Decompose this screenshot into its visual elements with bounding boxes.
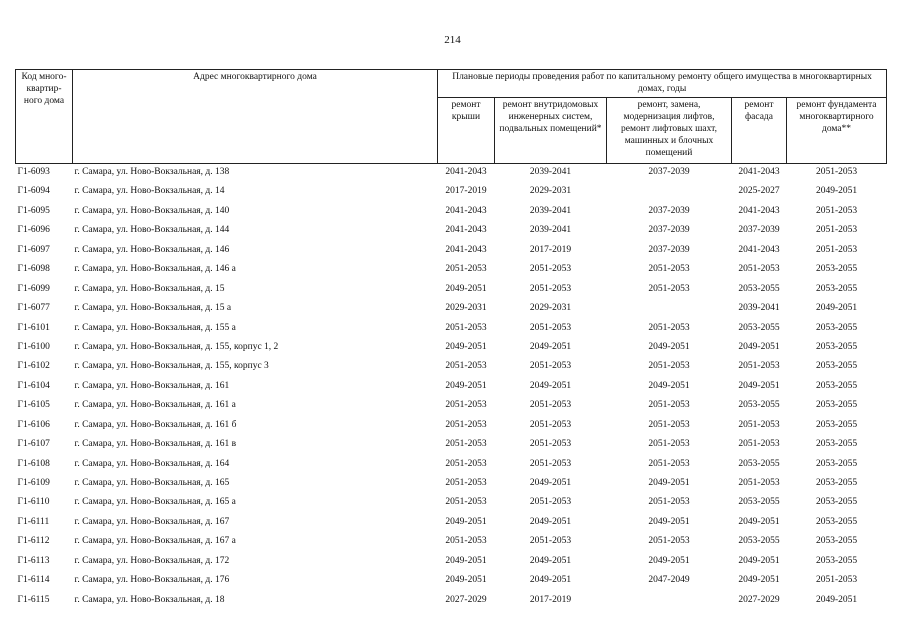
cell-roof: 2049-2051	[445, 516, 487, 527]
cell-facade: 2049-2051	[738, 555, 780, 566]
table-row	[16, 222, 887, 241]
cell-engineering: 2051-2053	[529, 400, 572, 411]
table-row	[16, 572, 887, 591]
cell-engineering: 2029-2031	[529, 186, 572, 197]
cell-facade: 2037-2039	[738, 225, 780, 236]
cell-foundation: 2053-2055	[815, 497, 858, 508]
cell-address: г. Самара, ул. Ново-Вокзальная, д. 155, корпус 1, 2	[74, 341, 279, 352]
cell-elevators: 2049-2051	[648, 478, 690, 488]
cell-elevators: 2049-2051	[648, 380, 690, 391]
cell-foundation: 2049-2051	[815, 594, 858, 605]
cell-foundation: 2053-2055	[815, 341, 858, 352]
cell-code: Г1-6100	[17, 341, 50, 352]
cell-facade: 2051-2053	[738, 264, 780, 275]
cell-code: Г1-6109	[17, 478, 50, 488]
cell-address: г. Самара, ул. Ново-Вокзальная, д. 164	[74, 458, 230, 469]
cell-elevators: 2051-2053	[648, 458, 690, 469]
cell-engineering: 2049-2051	[529, 341, 572, 352]
table-row	[16, 320, 887, 339]
cell-engineering: 2051-2053	[529, 283, 572, 294]
cell-facade: 2049-2051	[738, 380, 780, 391]
cell-facade: 2053-2055	[738, 322, 780, 333]
cell-code: Г1-6111	[17, 516, 50, 527]
cell-foundation: 2053-2055	[815, 458, 858, 469]
cell-code: Г1-6099	[17, 283, 50, 294]
cell-roof: 2051-2053	[445, 458, 487, 469]
cell-elevators: 2051-2053	[648, 400, 690, 411]
cell-roof: 2041-2043	[445, 225, 487, 236]
table-row	[16, 397, 887, 416]
cell-foundation: 2053-2055	[815, 439, 858, 450]
cell-facade: 2053-2055	[738, 497, 780, 508]
cell-code: Г1-6108	[17, 458, 50, 469]
table-row	[16, 203, 887, 222]
cell-code: Г1-6093	[17, 167, 50, 177]
cell-engineering: 2039-2041	[529, 225, 572, 236]
page-number: 214	[444, 34, 461, 46]
cell-engineering: 2051-2053	[529, 439, 572, 450]
cell-foundation: 2053-2055	[815, 380, 858, 391]
cell-engineering: 2051-2053	[529, 361, 572, 372]
cell-address: г. Самара, ул. Ново-Вокзальная, д. 161 в	[74, 439, 237, 450]
cell-code: Г1-6105	[17, 400, 50, 411]
cell-address: г. Самара, ул. Ново-Вокзальная, д. 167 а	[74, 536, 236, 547]
cell-roof: 2017-2019	[445, 186, 487, 197]
cell-facade: 2051-2053	[738, 361, 780, 372]
cell-elevators	[607, 183, 732, 202]
cell-code: Г1-6101	[17, 322, 50, 333]
cell-engineering: 2029-2031	[529, 303, 572, 314]
cell-code: Г1-6077	[17, 303, 50, 314]
cell-roof: 2051-2053	[445, 361, 487, 372]
cell-elevators: 2047-2049	[648, 575, 690, 586]
cell-roof: 2051-2053	[445, 264, 487, 275]
cell-engineering: 2039-2041	[529, 205, 572, 216]
header-facade: ремонт фасада	[732, 98, 787, 164]
cell-roof: 2027-2029	[445, 594, 487, 605]
cell-roof: 2051-2053	[445, 439, 487, 450]
table-row	[16, 281, 887, 300]
cell-elevators: 2051-2053	[648, 536, 690, 547]
header-code: Код много-квартир-ного дома	[16, 70, 73, 164]
cell-facade: 2041-2043	[738, 167, 780, 177]
cell-elevators: 2051-2053	[648, 439, 690, 450]
table-row	[16, 456, 887, 475]
cell-engineering: 2049-2051	[529, 575, 572, 586]
cell-roof: 2049-2051	[445, 341, 487, 352]
cell-elevators: 2037-2039	[648, 167, 690, 177]
cell-elevators: 2051-2053	[648, 497, 690, 508]
table-row	[16, 514, 887, 533]
cell-code: Г1-6110	[17, 497, 50, 508]
cell-facade: 2049-2051	[738, 575, 780, 586]
cell-address: г. Самара, ул. Ново-Вокзальная, д. 161 б	[74, 419, 237, 430]
cell-address: г. Самара, ул. Ново-Вокзальная, д. 138	[74, 167, 230, 177]
table-row	[16, 164, 887, 184]
cell-foundation: 2053-2055	[815, 322, 858, 333]
cell-elevators: 2037-2039	[648, 205, 690, 216]
table-row	[16, 553, 887, 572]
cell-address: г. Самара, ул. Ново-Вокзальная, д. 15	[74, 283, 225, 294]
cell-foundation: 2053-2055	[815, 264, 858, 275]
table-row	[16, 494, 887, 513]
cell-foundation: 2049-2051	[815, 303, 858, 314]
cell-elevators: 2049-2051	[648, 516, 690, 527]
cell-facade: 2053-2055	[738, 536, 780, 547]
cell-facade: 2051-2053	[738, 439, 780, 450]
cell-address: г. Самара, ул. Ново-Вокзальная, д. 155, корпус 3	[74, 361, 269, 372]
cell-elevators	[607, 592, 732, 611]
cell-roof: 2041-2043	[445, 205, 487, 216]
cell-engineering: 2049-2051	[529, 380, 572, 391]
cell-address: г. Самара, ул. Ново-Вокзальная, д. 165	[74, 478, 230, 488]
cell-facade: 2053-2055	[738, 283, 780, 294]
header-address: Адрес многоквартирного дома	[73, 70, 438, 164]
cell-engineering: 2051-2053	[529, 536, 572, 547]
table-row	[16, 261, 887, 280]
cell-code: Г1-6114	[17, 575, 50, 586]
cell-elevators: 2051-2053	[648, 322, 690, 333]
table-row	[16, 436, 887, 455]
cell-facade: 2039-2041	[738, 303, 780, 314]
cell-engineering: 2039-2041	[529, 167, 572, 177]
cell-code: Г1-6102	[17, 361, 50, 372]
cell-foundation: 2053-2055	[815, 400, 858, 411]
cell-engineering: 2049-2051	[529, 478, 572, 488]
cell-engineering: 2049-2051	[529, 555, 572, 566]
table-row	[16, 592, 887, 611]
cell-address: г. Самара, ул. Ново-Вокзальная, д. 140	[74, 205, 230, 216]
table-row	[16, 358, 887, 377]
cell-elevators: 2049-2051	[648, 341, 690, 352]
header-elevators: ремонт, замена, модернизация лифтов, ремонт лифтовых шахт, машинных и блочных помещений	[607, 98, 732, 164]
cell-elevators: 2051-2053	[648, 361, 690, 372]
table-body	[16, 164, 887, 612]
table-row	[16, 378, 887, 397]
cell-elevators	[607, 300, 732, 319]
cell-roof: 2051-2053	[445, 419, 487, 430]
cell-code: Г1-6096	[17, 225, 50, 236]
cell-engineering: 2017-2019	[529, 594, 572, 605]
cell-code: Г1-6095	[17, 205, 50, 216]
cell-address: г. Самара, ул. Ново-Вокзальная, д. 144	[74, 225, 230, 236]
cell-roof: 2051-2053	[445, 400, 487, 411]
cell-roof: 2049-2051	[445, 283, 487, 294]
table-row	[16, 300, 887, 319]
cell-address: г. Самара, ул. Ново-Вокзальная, д. 161 а	[74, 400, 236, 411]
cell-address: г. Самара, ул. Ново-Вокзальная, д. 172	[74, 555, 230, 566]
cell-roof: 2049-2051	[445, 555, 487, 566]
cell-engineering: 2017-2019	[529, 244, 572, 255]
header-periods: Плановые периоды проведения работ по капитальному ремонту общего имущества в многоквартирных домах, годы	[438, 70, 887, 98]
cell-address: г. Самара, ул. Ново-Вокзальная, д. 176	[74, 575, 230, 586]
cell-address: г. Самара, ул. Ново-Вокзальная, д. 155 а	[74, 322, 236, 333]
cell-elevators: 2051-2053	[648, 264, 690, 275]
cell-facade: 2041-2043	[738, 205, 780, 216]
cell-elevators: 2051-2053	[648, 283, 690, 294]
header-engineering: ремонт внутридомовых инженерных систем, подвальных помещений*	[495, 98, 607, 164]
cell-roof: 2041-2043	[445, 167, 487, 177]
cell-address: г. Самара, ул. Ново-Вокзальная, д. 165 а	[74, 497, 236, 508]
cell-foundation: 2051-2053	[815, 225, 858, 236]
cell-engineering: 2051-2053	[529, 458, 572, 469]
cell-foundation: 2051-2053	[815, 244, 858, 255]
cell-foundation: 2053-2055	[815, 419, 858, 430]
table-row	[16, 339, 887, 358]
cell-facade: 2049-2051	[738, 341, 780, 352]
cell-roof: 2049-2051	[445, 380, 487, 391]
cell-roof: 2029-2031	[445, 303, 487, 314]
cell-facade: 2051-2053	[738, 419, 780, 430]
cell-foundation: 2053-2055	[815, 478, 858, 488]
cell-foundation: 2051-2053	[815, 205, 858, 216]
cell-foundation: 2053-2055	[815, 516, 858, 527]
cell-foundation: 2053-2055	[815, 536, 858, 547]
table-row	[16, 417, 887, 436]
cell-code: Г1-6112	[17, 536, 50, 547]
cell-engineering: 2051-2053	[529, 322, 572, 333]
capital-repair-table	[15, 69, 887, 611]
cell-code: Г1-6098	[17, 264, 50, 275]
cell-roof: 2051-2053	[445, 497, 487, 508]
cell-engineering: 2051-2053	[529, 264, 572, 275]
cell-address: г. Самара, ул. Ново-Вокзальная, д. 161	[74, 380, 230, 391]
cell-roof: 2049-2051	[445, 575, 487, 586]
cell-facade: 2053-2055	[738, 458, 780, 469]
table-row	[16, 475, 887, 494]
cell-code: Г1-6115	[17, 594, 50, 605]
cell-elevators: 2037-2039	[648, 244, 690, 255]
cell-elevators: 2037-2039	[648, 225, 690, 236]
cell-foundation: 2049-2051	[815, 186, 858, 197]
cell-address: г. Самара, ул. Ново-Вокзальная, д. 18	[74, 594, 225, 605]
cell-elevators: 2049-2051	[648, 555, 690, 566]
cell-facade: 2025-2027	[738, 186, 780, 197]
cell-engineering: 2049-2051	[529, 516, 572, 527]
cell-foundation: 2053-2055	[815, 361, 858, 372]
header-roof: ремонт крыши	[438, 98, 495, 164]
cell-engineering: 2051-2053	[529, 419, 572, 430]
cell-address: г. Самара, ул. Ново-Вокзальная, д. 146	[74, 244, 230, 255]
cell-code: Г1-6104	[17, 380, 50, 391]
cell-address: г. Самара, ул. Ново-Вокзальная, д. 15 а	[74, 303, 232, 314]
cell-roof: 2051-2053	[445, 478, 487, 488]
cell-facade: 2053-2055	[738, 400, 780, 411]
cell-address: г. Самара, ул. Ново-Вокзальная, д. 14	[74, 186, 225, 197]
cell-code: Г1-6097	[17, 244, 50, 255]
cell-facade: 2051-2053	[738, 478, 780, 488]
cell-foundation: 2053-2055	[815, 283, 858, 294]
cell-code: Г1-6113	[17, 555, 50, 566]
cell-facade: 2041-2043	[738, 244, 780, 255]
cell-roof: 2051-2053	[445, 536, 487, 547]
cell-foundation: 2051-2053	[815, 575, 858, 586]
table-row	[16, 183, 887, 202]
table-row	[16, 242, 887, 261]
cell-roof: 2041-2043	[445, 244, 487, 255]
cell-code: Г1-6106	[17, 419, 50, 430]
cell-elevators: 2051-2053	[648, 419, 690, 430]
table-row	[16, 533, 887, 552]
cell-engineering: 2051-2053	[529, 497, 572, 508]
cell-code: Г1-6094	[17, 186, 50, 197]
cell-foundation: 2051-2053	[815, 167, 858, 177]
cell-facade: 2027-2029	[738, 594, 780, 605]
header-foundation: ремонт фундамента многоквартирного дома**	[787, 98, 887, 164]
cell-address: г. Самара, ул. Ново-Вокзальная, д. 167	[74, 516, 230, 527]
cell-foundation: 2053-2055	[815, 555, 858, 566]
cell-facade: 2049-2051	[738, 516, 780, 527]
cell-code: Г1-6107	[17, 439, 50, 450]
cell-roof: 2051-2053	[445, 322, 487, 333]
cell-address: г. Самара, ул. Ново-Вокзальная, д. 146 а	[74, 264, 236, 275]
